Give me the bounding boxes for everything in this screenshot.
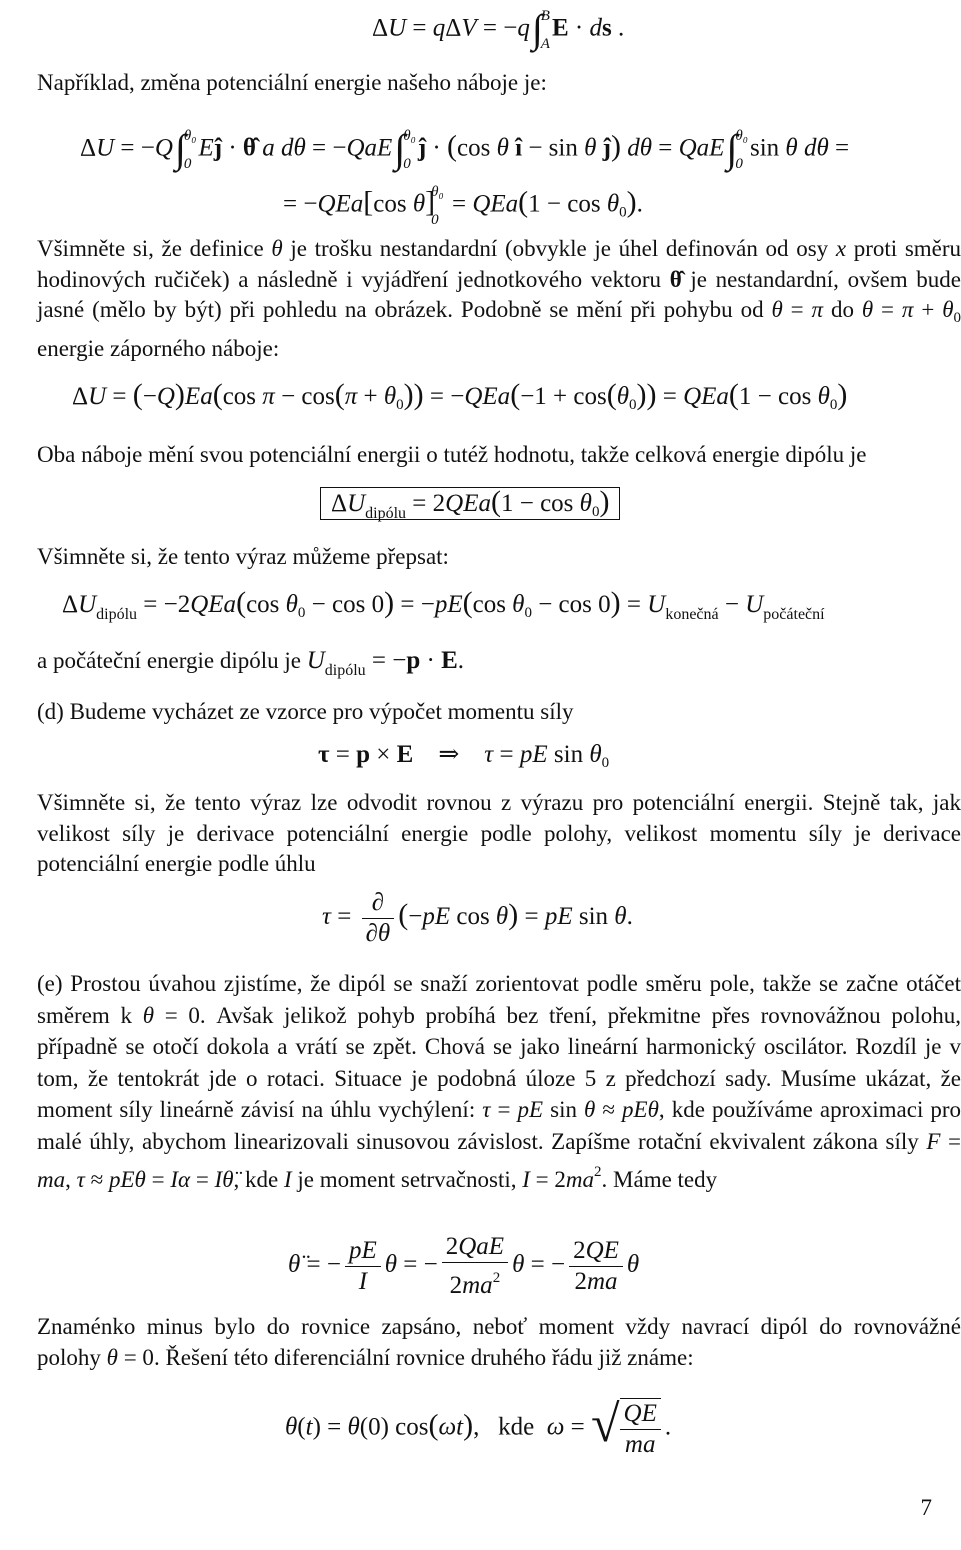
equation-angular-motion: θ̈ = − $\frac{pE}{I}$ θ = − $\frac{\text{2QaE}}{2ma^2}$ θ = − $\frac{2QE}{2ma}$ θ [288, 1233, 640, 1299]
equation-delta-u-integral-expansion: ΔU = −Q∫ θ₀ 0 Eĵ · θ̂ a dθ = −QaE∫ θ₀ 0 ĵ · (cos θ î − sin θ ĵ) dθ = QaE∫ θ₀ 0 sin θ dθ = [80, 125, 850, 172]
text-rewrite: Všimněte si, že tento výraz můžeme přepsat: [37, 544, 449, 569]
equation-dipole-energy-rewrite: $\Delta U_{dipólu} = -2QEa(\cos$ $\theta_0 - \cos 0) = -pE(\cos$ $\theta_0 - \cos 0) = U_{konečná} - U_{počáteční}$ [62, 586, 825, 623]
text-minus-sign: Znaménko minus bylo do rovnice zapsáno, neboť moment vždy navrací dipól do rovnovážné polohy θ = 0. Řešení této diferenciální rovnice druhého řádu již známe: [37, 1314, 961, 1370]
text-intro: Například, změna potenciální energie našeho náboje je: [37, 70, 547, 95]
text-torque-derivation: Všimněte si, že tento výraz lze odvodit rovnou z výrazu pro potenciální energii. Stejně tak, jak velikost síly je derivace potenciální energie podle polohy, velikost momentu síly je derivace potenciální energie podle úhlu [37, 790, 961, 876]
equation-torque-derivative: τ = $\frac{\partial}{\partial\theta}$ (−pE cos θ) = pE sin θ. [322, 889, 633, 947]
text-section-d: (d) Budeme vycházet ze vzorce pro výpočet momentu síly [37, 699, 574, 724]
text-theta-definition: Všimněte si, že definice θ je trošku nestandardní (obvykle je úhel definován od osy x proti směru hodinových ručiček) a následně i vyjádření jednotkového vektoru θ̂ je nestandardní, ovšem bude jasné (mělo by být) při pohledu na obrázek. Podobně se mění při pohybu od θ = π do $\theta = \pi + \theta_0$ energie záporného náboje: [37, 236, 961, 361]
equation-negative-charge-energy: ΔU = (−Q)Ea(cos $\pi - \cos(\pi + \theta_0)) = -QEa(-1 + \cos(\theta_0)) = QEa(1 - \cos \theta_0)$ [72, 378, 848, 413]
text-initial-energy: a počáteční energie dipólu je $U_{dipólu} = -p \cdot E$. [37, 647, 465, 679]
equation-solution: θ(t) = θ(0) cos(ωt), kde ω = √ $\frac{QE}{ma}$ . [285, 1395, 672, 1458]
page-number: 7 [920, 1495, 932, 1520]
text-total-energy: Oba náboje mění svou potenciální energii o tutéž hodnotu, takže celková energie dipólu je [37, 442, 867, 467]
equation-dipole-energy-boxed: $\Delta U_{dipólu} = 2QEa(1 - \cos \theta_0)$ [320, 487, 620, 529]
equation-delta-u-result: = −QEa[cos θ] θ₀ 0 = $QEa(1 - \cos \theta_0)$. [283, 184, 643, 228]
equation-delta-u-line-integral: ΔU = qΔV = −q∫ B A E · ds . [372, 5, 625, 52]
text-section-e: (e) Prostou úvahou zjistíme, že dipól se snaží zorientovat podle směru pole, takže se začne otáčet směrem k θ = 0. Avšak jelikož pohyb probíhá bez tření, překmitne přes rovnovážnou polohu, případně se otočí dokola a vrátí se zpět. Chová se jako lineární harmonický oscilátor. Rozdíl je v tom, že tentokrát jde o rotaci. Situace je podobná úloze 5 z předchozí sady. Musíme ukázat, že moment síly lineárně závisí na úhlu vychýlení: τ = pE sin θ ≈ pEθ, kde používáme aproximaci pro malé úhly, abychom linearizovali sinusovou závislost. Zapíšme rotační ekvivalent zákona síly F = ma, τ ≈ pEθ = Iα = Iθ̈, kde I je moment setrvačnosti, $I = 2ma^2$. Máme tedy [37, 971, 961, 1192]
equation-torque: τ = p × E ⇒ τ = pE $\sin \theta_0$ [318, 741, 610, 771]
